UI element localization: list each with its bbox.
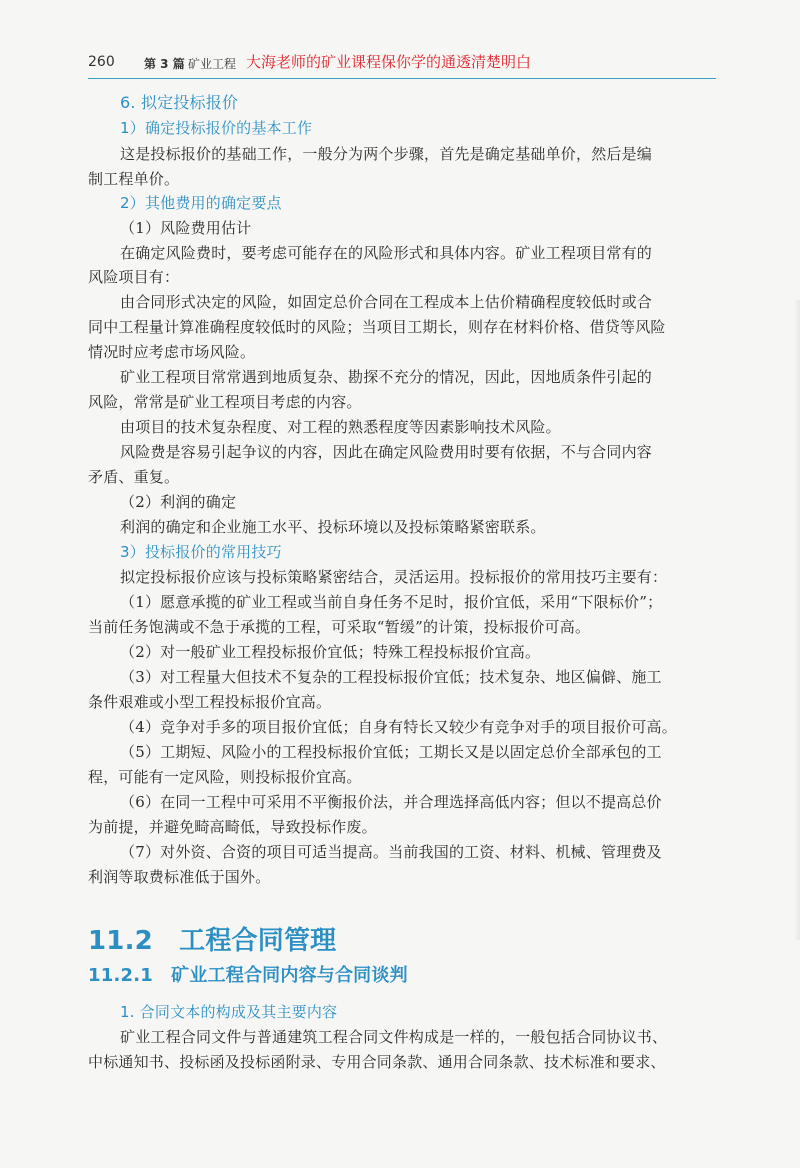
- paragraph-line: 条件艰难或小型工程投标报价宜高。: [88, 693, 332, 711]
- page-edge-shadow: [794, 300, 800, 940]
- chapter-label: 矿业工程: [188, 57, 237, 71]
- paragraph-line: （3）对工程量大但技术不复杂的工程投标报价宜低；技术复杂、地区偏僻、施工: [120, 668, 662, 686]
- paragraph-line: 这是投标报价的基础工作，一般分为两个步骤，首先是确定基础单价，然后是编: [120, 145, 653, 163]
- section-title: 11.2 工程合同管理: [88, 926, 337, 956]
- watermark-overlay-text: 大海老师的矿业课程保你学的通透清楚明白: [246, 53, 532, 71]
- subheading-3: 3）投标报价的常用技巧: [120, 543, 282, 561]
- subheading-2: 2）其他费用的确定要点: [120, 194, 282, 212]
- paragraph-line: 由合同形式决定的风险，如固定总价合同在工程成本上估价精确程度较低时或合: [120, 293, 653, 311]
- paragraph-line: 同中工程量计算准确程度较低时的风险；当项目工期长，则存在材料价格、借贷等风险: [88, 318, 666, 336]
- paragraph-line: （4）竞争对手多的项目报价宜低；自身有特长又较少有竞争对手的项目报价可高。: [120, 718, 677, 736]
- paragraph-line: （5）工期短、风险小的工程投标报价宜低；工期长又是以固定总价全部承包的工: [120, 743, 662, 761]
- paragraph-line: 矿业工程项目常常遇到地质复杂、勘探不充分的情况，因此，因地质条件引起的: [120, 368, 653, 386]
- paragraph-line: （2）对一般矿业工程投标报价宜低；特殊工程投标报价宜高。: [120, 643, 541, 661]
- paragraph-line: 程，可能有一定风险，则投标报价宜高。: [88, 768, 362, 786]
- paragraph-line: 风险费是容易引起争议的内容，因此在确定风险费用时要有依据，不与合同内容: [120, 443, 653, 461]
- paragraph-line: 在确定风险费时，要考虑可能存在的风险形式和具体内容。矿业工程项目常有的: [120, 244, 653, 262]
- heading-6: 6. 拟定投标报价: [120, 93, 239, 112]
- paragraph-line: 矛盾、重复。: [88, 468, 180, 486]
- paragraph-line: 矿业工程合同文件与普通建筑工程合同文件构成是一样的，一般包括合同协议书、: [120, 1028, 668, 1046]
- page-number: 260: [88, 54, 115, 70]
- item-heading: （2）利润的确定: [120, 493, 237, 511]
- paragraph-line: （7）对外资、合资的项目可适当提高。当前我国的工资、材料、机械、管理费及: [120, 843, 662, 861]
- part-label: 第 3 篇: [144, 57, 185, 71]
- paragraph-line: （6）在同一工程中可采用不平衡报价法，并合理选择高低内容；但以不提高总价: [120, 793, 662, 811]
- paragraph-line: 利润等取费标准低于国外。: [88, 868, 271, 886]
- paragraph-line: 情况时应考虑市场风险。: [88, 343, 256, 361]
- item-heading: （1）风险费用估计: [120, 219, 252, 237]
- subheading-1: 1）确定投标报价的基本工作: [120, 119, 313, 137]
- paragraph-line: 制工程单价。: [88, 170, 180, 188]
- paragraph-line: 中标通知书、投标函及投标函附录、专用合同条款、通用合同条款、技术标准和要求、: [88, 1053, 666, 1071]
- paragraph-line: （1）愿意承揽的矿业工程或当前自身任务不足时，报价宜低，采用“下限标价”；: [120, 593, 663, 611]
- paragraph-line: 由项目的技术复杂程度、对工程的熟悉程度等因素影响技术风险。: [120, 418, 561, 436]
- paragraph-line: 拟定投标报价应该与投标策略紧密结合，灵活运用。投标报价的常用技巧主要有：: [120, 568, 668, 586]
- subsection-title: 11.2.1 矿业工程合同内容与合同谈判: [88, 965, 408, 986]
- running-header: [88, 52, 716, 79]
- item-title: 1. 合同文本的构成及其主要内容: [120, 1003, 338, 1021]
- paragraph-line: 为前提，并避免畸高畸低，导致投标作废。: [88, 818, 377, 836]
- paragraph-line: 风险，常常是矿业工程项目考虑的内容。: [88, 393, 362, 411]
- paragraph-line: 风险项目有：: [88, 268, 180, 286]
- paragraph-line: 利润的确定和企业施工水平、投标环境以及投标策略紧密联系。: [120, 518, 546, 536]
- paragraph-line: 当前任务饱满或不急于承揽的工程，可采取“暂缓”的计策，投标报价可高。: [88, 618, 591, 636]
